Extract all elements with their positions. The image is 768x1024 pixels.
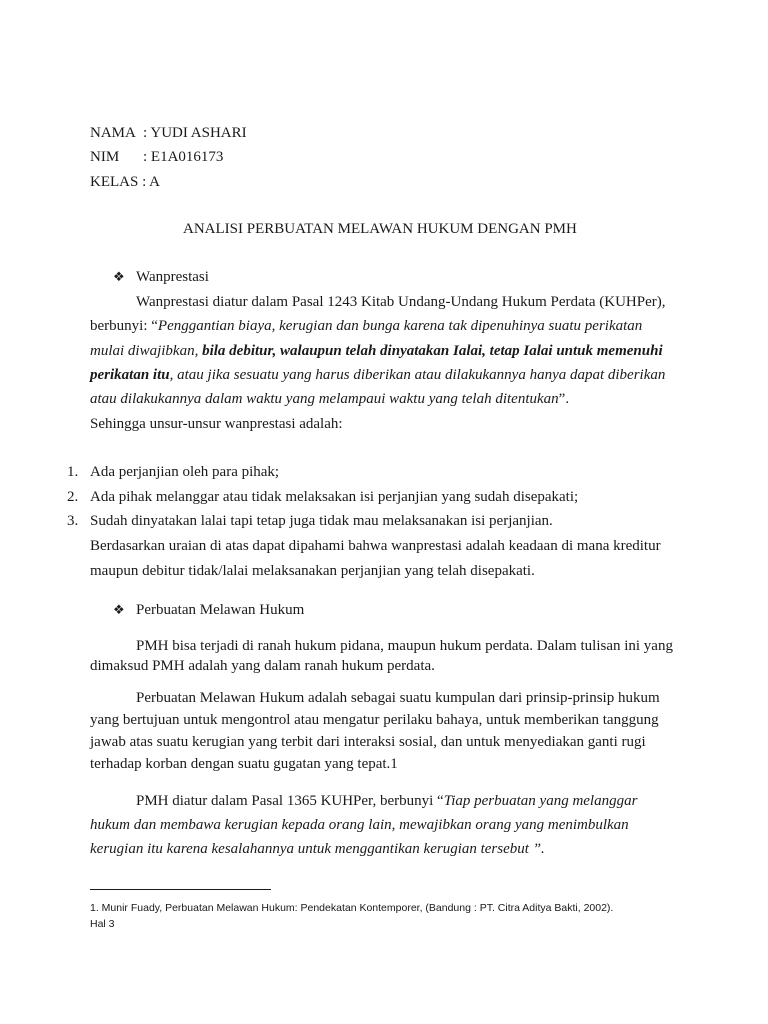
section2-p2-line2: yang bertujuan untuk mengontrol atau mengatur perilaku bahaya, untuk memberikan tanggung — [90, 712, 659, 728]
footnote-divider — [90, 889, 271, 890]
quote-text: , atau jika sesuatu yang harus diberikan atau dilakukannya hanya dapat diberikan — [169, 367, 666, 383]
section1-paragraph-line2 — [90, 317, 642, 336]
footnote-line2: Hal 3 — [90, 918, 115, 930]
list-item: Ada pihak melanggar atau tidak melaksakan isi perjanjian yang sudah disepakati; — [90, 489, 579, 505]
section2-p1-line1: PMH bisa terjadi di ranah hukum pidana, maupun hukum perdata. Dalam tulisan ini yang — [136, 638, 673, 654]
list-item: Ada perjanjian oleh para pihak; — [90, 464, 280, 480]
diamond-bullet-icon: ❖ — [113, 270, 125, 285]
nim-label: NIM — [90, 149, 120, 165]
section2-p2-line1: Perbuatan Melawan Hukum adalah sebagai suatu kumpulan dari prinsip-prinsip hukum — [136, 690, 660, 706]
section2-heading: Perbuatan Melawan Hukum — [136, 602, 305, 618]
section2-p1-line2: dimaksud PMH adalah yang dalam ranah hukum perdata. — [90, 658, 435, 674]
section1-paragraph-line4 — [90, 366, 665, 385]
list-item-number: 3. — [67, 513, 79, 529]
section1-paragraph-line1: Wanprestasi diatur dalam Pasal 1243 Kitab Undang-Undang Hukum Perdata (KUHPer), — [136, 294, 666, 310]
quote-bold-text: perikatan itu — [90, 367, 170, 383]
section1-paragraph-line3 — [90, 342, 663, 361]
quote-bold-text: bila debitur, walaupun telah dinyatakan Ialai, tetap Ialai untuk memenuhi — [202, 343, 663, 359]
berbunyi-text: berbunyi: “ — [90, 318, 158, 334]
nama-value: : YUDI ASHARI — [143, 125, 247, 141]
section1-heading: Wanprestasi — [136, 269, 209, 285]
list-item-number: 1. — [67, 464, 79, 480]
quote-text: mulai diwajibkan, — [90, 343, 203, 359]
conclusion-line2: maupun debitur tidak/lalai melaksanakan perjanjian yang telah disepakati. — [90, 563, 535, 579]
section1-paragraph-line5 — [90, 390, 569, 409]
section2-p3-line2: hukum dan membawa kerugian kepada orang lain, mewajibkan orang yang menimbulkan — [90, 817, 629, 833]
section2-p3-line3 — [90, 840, 545, 859]
nim-value: : E1A016173 — [143, 149, 224, 165]
pmh-intro-text: PMH diatur dalam Pasal 1365 KUHPer, berbunyi “ — [136, 793, 444, 809]
section2-p3-line1 — [136, 792, 637, 811]
quote-end: ”. — [532, 841, 545, 857]
section2-p2-line4: terhadap korban dengan suatu gugatan yang tepat.1 — [90, 756, 398, 772]
footnote-line1: 1. Munir Fuady, Perbuatan Melawan Hukum: Pendekatan Kontemporer, (Bandung : PT. Citra Aditya Bakti, 2002). — [90, 902, 614, 914]
quote-text: kerugian itu karena kesalahannya untuk menggantikan kerugian tersebut — [90, 841, 533, 857]
quote-text: Tiap perbuatan yang melanggar — [443, 793, 638, 809]
nama-label: NAMA — [90, 125, 136, 141]
quote-text: atau dilakukannya dalam waktu yang melampaui waktu yang telah ditentukan — [90, 391, 559, 407]
list-item: Sudah dinyatakan lalai tapi tetap juga tidak mau melaksanakan isi perjanjian. — [90, 513, 553, 529]
list-intro: Sehingga unsur-unsur wanprestasi adalah: — [90, 416, 343, 432]
document-title: ANALISI PERBUATAN MELAWAN HUKUM DENGAN PMH — [183, 221, 577, 237]
kelas-line: KELAS : A — [90, 174, 161, 190]
section2-p2-line3: jawab atas suatu kerugian yang terbit dari interaksi sosial, dan untuk menyediakan ganti rugi — [90, 734, 646, 750]
conclusion-line1: Berdasarkan uraian di atas dapat dipahami bahwa wanprestasi adalah keadaan di mana kreditur — [90, 538, 661, 554]
quote-end: ”. — [558, 391, 570, 407]
diamond-bullet-icon: ❖ — [113, 603, 125, 618]
list-item-number: 2. — [67, 489, 79, 505]
quote-text: Penggantian biaya, kerugian dan bunga karena tak dipenuhinya suatu perikatan — [157, 318, 643, 334]
